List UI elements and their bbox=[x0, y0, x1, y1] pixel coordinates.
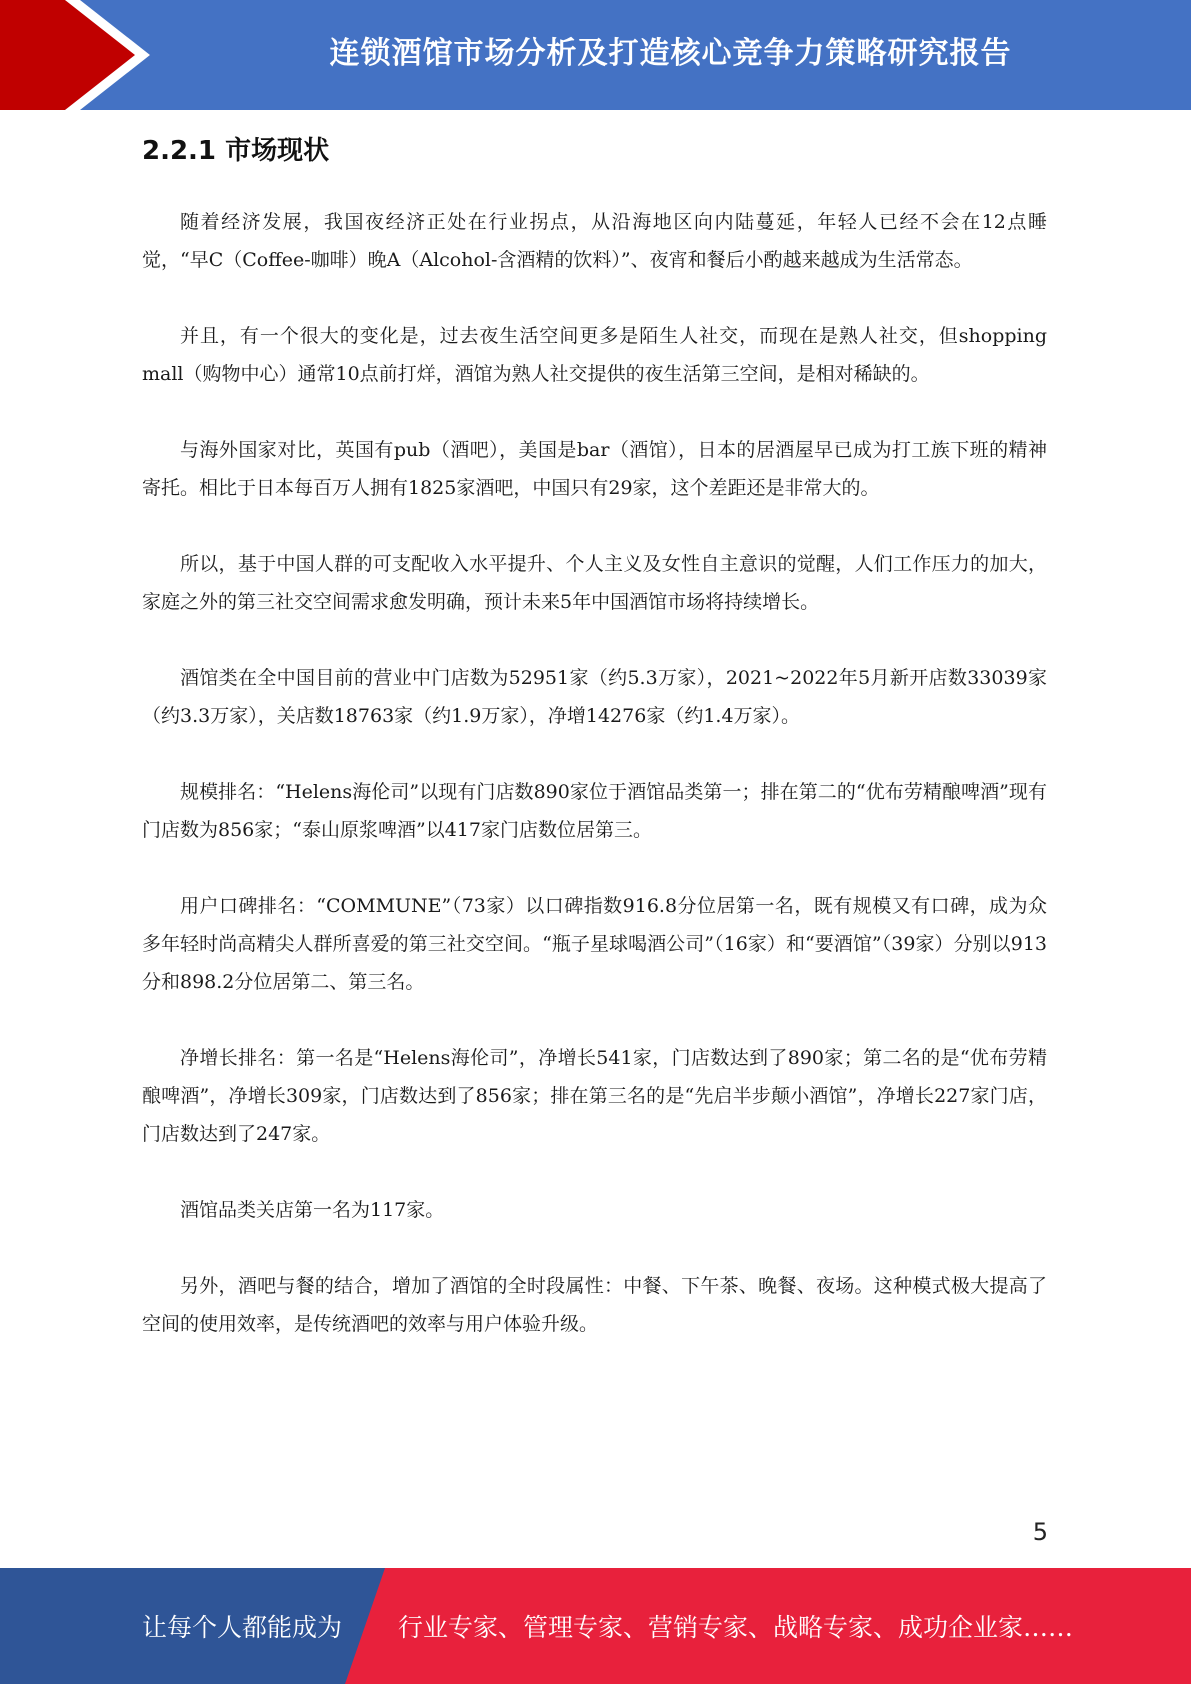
page-footer bbox=[0, 1568, 1191, 1684]
paragraph: 净增长排名：第一名是“Helens海伦司”，净增长541家，门店数达到了890家；第二名的是“优布劳精酿啤酒”，净增长309家，门店数达到了856家；排在第三名的是“先启半步颠小酒馆”，净增长227家门店，门店数达到了247家。 bbox=[142, 1047, 1047, 1145]
paragraph: 另外，酒吧与餐的结合，增加了酒馆的全时段属性：中餐、下午茶、晚餐、夜场。这种模式极大提高了空间的使用效率，是传统酒吧的效率与用户体验升级。 bbox=[142, 1275, 1047, 1335]
paragraph: 所以，基于中国人群的可支配收入水平提升、个人主义及女性自主意识的觉醒，人们工作压力的加大，家庭之外的第三社交空间需求愈发明确，预计未来5年中国酒馆市场将持续增长。 bbox=[142, 553, 1047, 613]
page-number: 5 bbox=[1032, 1518, 1048, 1546]
body-content bbox=[142, 203, 1047, 1381]
paragraph: 酒馆品类关店第一名为117家。 bbox=[180, 1199, 445, 1221]
footer-slogan-left: 让每个人都能成为 bbox=[142, 1613, 343, 1642]
paragraph: 酒馆类在全中国目前的营业中门店数为52951家（约5.3万家），2021~2022年5月新开店数33039家（约3.3万家），关店数18763家（约1.9万家），净增14276家（约1.4万家）。 bbox=[142, 667, 1047, 727]
paragraph: 规模排名：“Helens海伦司”以现有门店数890家位于酒馆品类第一；排在第二的“优布劳精酿啤酒”现有门店数为856家；“泰山原浆啤酒”以417家门店数位居第三。 bbox=[142, 781, 1047, 841]
footer-slogan-right: 行业专家、管理专家、营销专家、战略专家、成功企业家…… bbox=[398, 1613, 1074, 1642]
page-header bbox=[0, 0, 1191, 110]
header-title: 连锁酒馆市场分析及打造核心竞争力策略研究报告 bbox=[329, 36, 1012, 71]
section-heading: 2.2.1 市场现状 bbox=[142, 136, 330, 166]
paragraph: 用户口碑排名：“COMMUNE”（73家）以口碑指数916.8分位居第一名，既有规模又有口碑，成为众多年轻时尚高精尖人群所喜爱的第三社交空间。“瓶子星球喝酒公司”（16家）和“要酒馆”（39家）分别以913分和898.2分位居第二、第三名。 bbox=[142, 895, 1047, 993]
paragraph: 与海外国家对比，英国有pub（酒吧），美国是bar（酒馆），日本的居酒屋早已成为打工族下班的精神寄托。相比于日本每百万人拥有1825家酒吧，中国只有29家，这个差距还是非常大的。 bbox=[142, 439, 1047, 499]
paragraph: 随着经济发展，我国夜经济正处在行业拐点，从沿海地区向内陆蔓延，年轻人已经不会在12点睡觉，“早C（Coffee-咖啡）晚A（Alcohol-含酒精的饮料）”、夜宵和餐后小酌越来越成为生活常态。 bbox=[142, 211, 1047, 271]
paragraph: 并且，有一个很大的变化是，过去夜生活空间更多是陌生人社交，而现在是熟人社交，但shopping mall（购物中心）通常10点前打烊，酒馆为熟人社交提供的夜生活第三空间，是相对稀缺的。 bbox=[142, 325, 1047, 385]
